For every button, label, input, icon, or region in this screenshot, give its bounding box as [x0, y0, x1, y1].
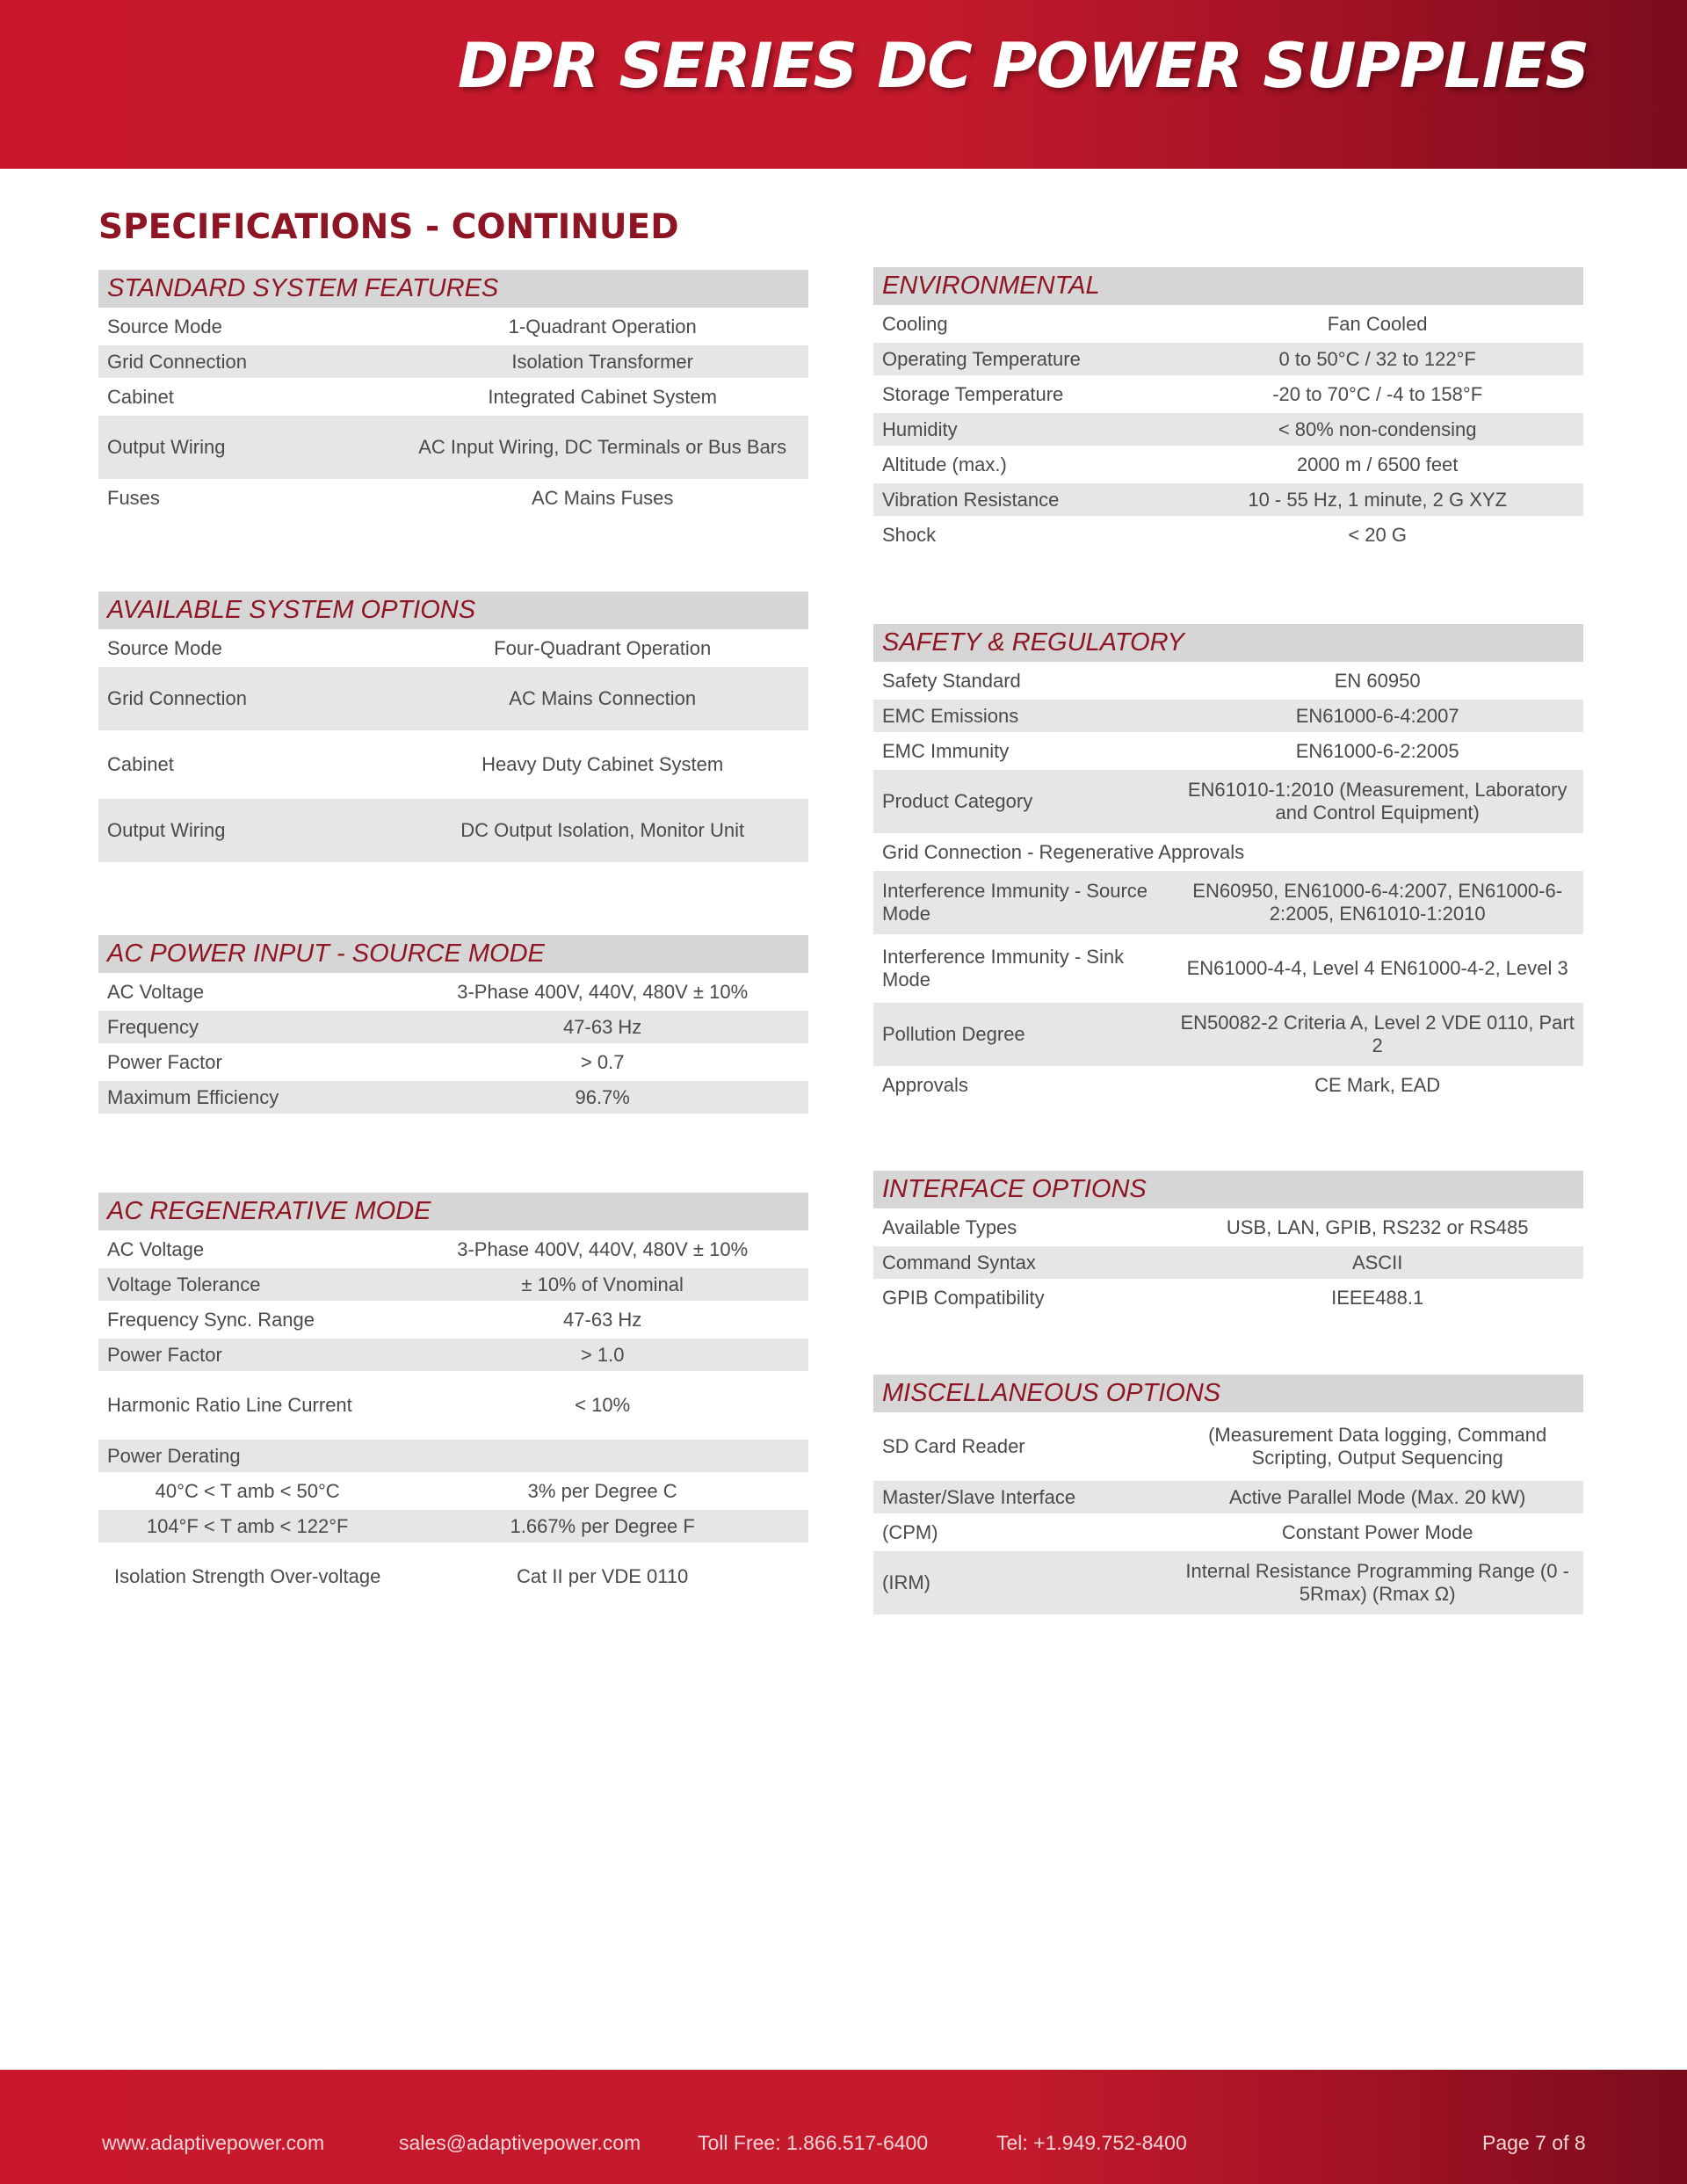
row-value: 47-63 Hz: [563, 1015, 642, 1038]
table-row: [98, 1545, 808, 1608]
row-value: Integrated Cabinet System: [488, 385, 717, 408]
row-label: Harmonic Ratio Line Current: [107, 1394, 352, 1416]
row-value: < 20 G: [1348, 523, 1407, 546]
table-row: [873, 519, 1583, 551]
row-label: Frequency: [107, 1015, 199, 1038]
table-row: [873, 937, 1583, 1000]
section-title: AC REGENERATIVE MODE: [98, 1193, 808, 1230]
table-row: [873, 1211, 1583, 1244]
table-row: [873, 1246, 1583, 1279]
table-row: [873, 770, 1583, 833]
table-row: [98, 1046, 808, 1078]
row-value: DC Output Isolation, Monitor Unit: [460, 819, 745, 841]
row-value: < 10%: [575, 1394, 631, 1416]
table-row: [98, 345, 808, 378]
row-label: Cooling: [882, 312, 948, 335]
row-value: EN61000-6-4:2007: [1295, 704, 1459, 727]
row-label: Available Types: [882, 1215, 1017, 1238]
row-value: EN61000-4-4, Level 4 EN61000-4-2, Level 3: [1186, 957, 1568, 979]
table-row: [98, 1475, 808, 1507]
row-label: GPIB Compatibility: [882, 1286, 1045, 1309]
section-title: SAFETY & REGULATORY: [873, 624, 1583, 662]
row-value: EN 60950: [1334, 669, 1421, 692]
table-row: [98, 799, 808, 862]
row-label: Humidity: [882, 417, 958, 440]
row-label: Grid Connection: [107, 687, 247, 709]
available-system-options: [98, 591, 808, 865]
row-value: 3% per Degree C: [527, 1479, 677, 1502]
row-value: Constant Power Mode: [1281, 1520, 1473, 1543]
table-row: [873, 700, 1583, 732]
row-label: Power Factor: [107, 1050, 222, 1073]
table-row: [98, 482, 808, 514]
row-label: Frequency Sync. Range: [107, 1308, 315, 1331]
row-value: CE Mark, EAD: [1314, 1073, 1441, 1096]
row-label: Power Factor: [107, 1343, 222, 1366]
table-row: [98, 1339, 808, 1371]
row-value: 0 to 50°C / 32 to 122°F: [1278, 347, 1476, 370]
page-number: Page 7 of 8: [1482, 2131, 1586, 2154]
page-heading: SPECIFICATIONS - CONTINUED: [98, 207, 679, 247]
row-label: Shock: [882, 523, 937, 546]
section-title: INTERFACE OPTIONS: [873, 1171, 1583, 1208]
row-label: AC Voltage: [107, 1237, 205, 1260]
table-row: [98, 416, 808, 479]
row-label: (CPM): [882, 1520, 938, 1543]
row-value: AC Input Wiring, DC Terminals or Bus Bars: [418, 436, 787, 458]
miscellaneous-options: [873, 1375, 1583, 1617]
ac-regenerative-mode: [98, 1193, 808, 1611]
row-label: Interference Immunity - Source Mode: [882, 880, 1148, 925]
row-value: Internal Resistance Programming Range (0 - 5Rmax) (Rmax Ω): [1185, 1560, 1569, 1605]
row-label: Altitude (max.): [882, 453, 1007, 475]
row-value: 96.7%: [575, 1085, 630, 1108]
row-value: USB, LAN, GPIB, RS232 or RS485: [1226, 1215, 1529, 1238]
row-label: Fuses: [107, 486, 160, 509]
table-row: [98, 310, 808, 343]
row-value: AC Mains Connection: [509, 687, 697, 709]
table-row: [98, 667, 808, 730]
section-title: AVAILABLE SYSTEM OPTIONS: [98, 591, 808, 629]
table-row: [873, 343, 1583, 375]
row-label: Source Mode: [107, 636, 222, 659]
row-value: Active Parallel Mode (Max. 20 kW): [1228, 1485, 1526, 1508]
row-label: Master/Slave Interface: [882, 1485, 1076, 1508]
row-label: (IRM): [882, 1571, 930, 1593]
row-value: 3-Phase 400V, 440V, 480V ± 10%: [457, 980, 749, 1003]
row-value: > 1.0: [580, 1343, 625, 1366]
standard-system-features: [98, 270, 808, 517]
row-label: Voltage Tolerance: [107, 1273, 261, 1295]
row-label: Approvals: [882, 1073, 968, 1096]
table-row: [98, 1440, 808, 1472]
row-value: EN60950, EN61000-6-4:2007, EN61000-6-2:2005, EN61010-1:2010: [1192, 880, 1563, 925]
row-label: Safety Standard: [882, 669, 1021, 692]
table-row: [98, 1011, 808, 1043]
row-value: (Measurement Data logging, Command Scripting, Output Sequencing: [1208, 1424, 1547, 1469]
table-row: [873, 448, 1583, 481]
row-value: 1.667% per Degree F: [510, 1514, 695, 1537]
row-label: Isolation Strength Over-voltage: [114, 1565, 381, 1587]
row-label: Power Derating: [107, 1444, 241, 1467]
row-label: Cabinet: [107, 385, 174, 408]
row-label: Pollution Degree: [882, 1023, 1025, 1045]
row-value: Isolation Transformer: [511, 350, 693, 373]
table-row: [873, 1481, 1583, 1513]
row-label: Grid Connection: [107, 350, 247, 373]
row-value: Cat II per VDE 0110: [517, 1565, 689, 1587]
row-label: SD Card Reader: [882, 1435, 1025, 1457]
table-row: [873, 308, 1583, 340]
row-label: Interference Immunity - Sink Mode: [882, 946, 1125, 990]
row-value: EN50082-2 Criteria A, Level 2 VDE 0110, Part 2: [1180, 1012, 1575, 1056]
row-label: Storage Temperature: [882, 382, 1064, 405]
table-row: [873, 1281, 1583, 1314]
environmental: [873, 267, 1583, 554]
row-value: 1-Quadrant Operation: [508, 315, 697, 337]
row-value: EN61010-1:2010 (Measurement, Laboratory and Control Equipment): [1187, 779, 1568, 824]
row-label: EMC Emissions: [882, 704, 1019, 727]
row-value: EN61000-6-2:2005: [1295, 739, 1459, 762]
row-label: Command Syntax: [882, 1251, 1036, 1273]
section-title: MISCELLANEOUS OPTIONS: [873, 1375, 1583, 1412]
footer-email-link[interactable]: sales@adaptivepower.com: [399, 2131, 641, 2154]
table-row: [98, 1268, 808, 1301]
document-title: DPR SERIES DC POWER SUPPLIES: [457, 30, 1589, 102]
row-label: Vibration Resistance: [882, 488, 1060, 511]
row-value: Fan Cooled: [1327, 312, 1428, 335]
row-label: Source Mode: [107, 315, 222, 337]
row-value: 3-Phase 400V, 440V, 480V ± 10%: [457, 1237, 749, 1260]
section-title: STANDARD SYSTEM FEATURES: [98, 270, 808, 308]
row-label: 104°F < T amb < 122°F: [146, 1514, 349, 1537]
row-value: ASCII: [1351, 1251, 1403, 1273]
row-label: AC Voltage: [107, 980, 205, 1003]
table-row: [873, 1069, 1583, 1101]
row-value: AC Mains Fuses: [531, 486, 674, 509]
row-value: > 0.7: [580, 1050, 625, 1073]
table-row: [98, 381, 808, 413]
table-row: [873, 413, 1583, 446]
table-row: [873, 378, 1583, 410]
row-value: [396, 1455, 808, 1458]
row-value: IEEE488.1: [1331, 1286, 1424, 1309]
footer-band: [0, 2070, 1687, 2184]
row-label: Output Wiring: [107, 819, 226, 841]
table-row: [98, 1233, 808, 1266]
table-row: [873, 664, 1583, 697]
table-row: [98, 632, 808, 664]
interface-options: [873, 1171, 1583, 1317]
table-row: [98, 1510, 808, 1542]
table-row: [98, 1374, 808, 1437]
row-value: Heavy Duty Cabinet System: [481, 753, 724, 775]
table-row: [98, 1081, 808, 1114]
row-label: Product Category: [882, 790, 1033, 812]
table-row: [98, 1303, 808, 1336]
table-row: [873, 1415, 1583, 1478]
table-row: [873, 1003, 1583, 1066]
row-label: Maximum Efficiency: [107, 1085, 279, 1108]
row-label: EMC Immunity: [882, 739, 1010, 762]
section-title: AC POWER INPUT - SOURCE MODE: [98, 935, 808, 973]
table-row: [98, 976, 808, 1008]
row-value: 10 - 55 Hz, 1 minute, 2 G XYZ: [1248, 488, 1508, 511]
table-row: [873, 836, 1583, 868]
table-row: [873, 1551, 1583, 1614]
table-row: [873, 871, 1583, 934]
ac-power-input-source-mode: [98, 935, 808, 1116]
row-value: 2000 m / 6500 feet: [1296, 453, 1459, 475]
table-row: [873, 735, 1583, 767]
section-title: ENVIRONMENTAL: [873, 267, 1583, 305]
table-row: [98, 733, 808, 796]
row-value: Four-Quadrant Operation: [494, 636, 712, 659]
row-value: ± 10% of Vnominal: [521, 1273, 684, 1295]
row-value: -20 to 70°C / -4 to 158°F: [1272, 382, 1483, 405]
footer-tel: Tel: +1.949.752-8400: [996, 2131, 1187, 2154]
row-label: Grid Connection - Regenerative Approvals: [882, 840, 1245, 863]
table-row: [873, 483, 1583, 516]
row-label: Output Wiring: [107, 436, 226, 458]
safety-and-regulatory: [873, 624, 1583, 1104]
row-label: Cabinet: [107, 753, 174, 775]
table-row: [873, 1516, 1583, 1549]
row-label: Operating Temperature: [882, 347, 1081, 370]
footer-tollfree: Toll Free: 1.866.517-6400: [698, 2131, 929, 2154]
footer-website-link[interactable]: www.adaptivepower.com: [102, 2131, 325, 2154]
row-value: < 80% non-condensing: [1278, 417, 1477, 440]
row-label: 40°C < T amb < 50°C: [155, 1479, 340, 1502]
row-value: 47-63 Hz: [563, 1308, 642, 1331]
